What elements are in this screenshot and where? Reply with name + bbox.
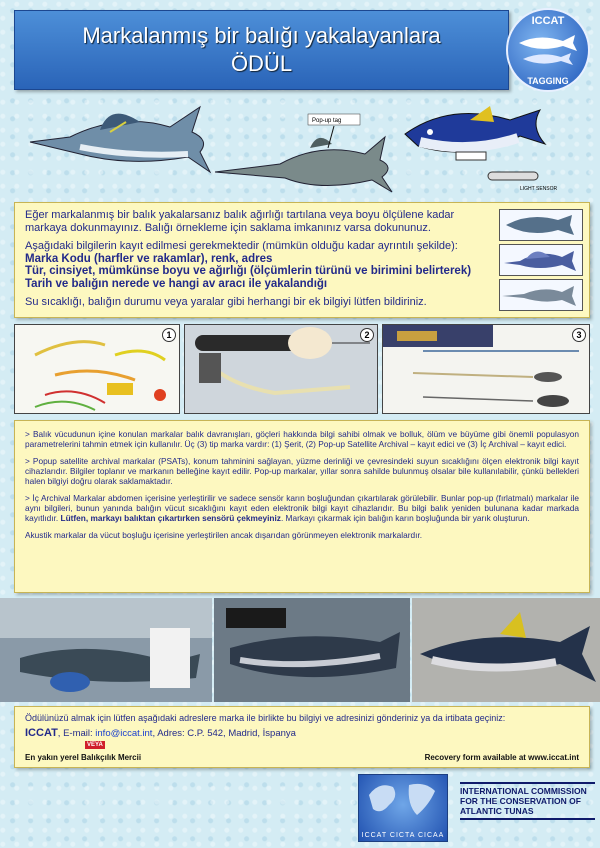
sensor-warning: Lütfen, markayı balıktan çıkartırken sensörü çekmeyiniz: [60, 513, 281, 523]
required-item-3: Tarih ve balığın nerede ve hangi av aracı ile yakalandığı: [25, 277, 328, 290]
light-sensor-label: LIGHT SENSOR: [520, 186, 558, 192]
logo-top-text: ICCAT: [531, 15, 565, 27]
photo-number-2: 2: [360, 328, 374, 342]
iccat-name: ICCAT: [25, 727, 58, 739]
page-subtitle: ÖDÜL: [230, 51, 293, 76]
alternate-contacts: [25, 753, 579, 762]
commission-line-3: ATLANTIC TUNAS: [460, 806, 534, 816]
popup-tag-label: Pop-up tag: [312, 118, 342, 124]
address: , Adres: C.P. 542, Madrid, İspanya: [152, 728, 296, 739]
tuna-logo-icon: [513, 29, 583, 69]
streamer-tags-photo: [14, 324, 180, 414]
tuna-illustration: [405, 106, 558, 192]
photo-number-3: 3: [572, 328, 586, 342]
fish-illustrations: [0, 92, 600, 200]
description-paragraph-3: > İç Archival Markalar abdomen içerisine yerleştirilir ve sadece sensör karın boşluğundan çıkartılarak görülebilir. Bunlar pop-up (fırlatmalı) markalar ile aynı bilgileri, bunun yanında balığın vücut sıcaklığını kayıt eden elektronik bilgi kayıt cihazlarıdır. Bu bilgi balık yeniden bulunana kadar markada kayıtlıdır. Lütfen, markayı balıktan çıkartırken sensörü çekmeyiniz. Markayı çıkarmak için balığın karın boşluğunda bir yarık oluşturun.: [25, 493, 579, 523]
description-paragraph-1: > Balık vücudunun içine konulan markalar balık davranışları, göçleri hakkında bilgi sahibi olmak ve bolluk, ölüm ve büyüme gibi önemli populasyon parametrelerini tahmin etmek için kullanılır. Üç (3) tip marka vardır: (1) Şerit, (2) Pop-up Satellite Archival – kayıt edici ve (3) İç Archival – kayıt edici.: [25, 429, 579, 449]
intro-box: [14, 202, 590, 318]
intro-paragraph-2: Aşağıdaki bilgilerin kayıt edilmesi gerekmektedir (mümkün olduğu kadar ayrıntılı şekilde):: [25, 240, 458, 252]
logo-caption: ICCAT CICTA CICAA: [361, 832, 445, 839]
commission-line-2: FOR THE CONSERVATION OF: [460, 796, 581, 806]
swordfish-illustration: [215, 114, 392, 192]
marlin-illustration: [30, 107, 210, 172]
iccat-tagging-logo: [506, 8, 590, 92]
popup-tag-photo: [184, 324, 378, 414]
species-thumbnails: [499, 209, 583, 314]
sailfish-thumbnail: [499, 244, 583, 276]
or-badge: VEYA: [87, 742, 103, 748]
contact-instructions: Ödülünüzü almak için lütfen aşağıdaki adreslere marka ile birlikte bu bilgiyi ve adresinizi gönderiniz ya da irtibata geçiniz:: [25, 713, 506, 723]
intro-paragraph-3: Su sıcaklığı, balığın durumu veya yaralar gibi herhangi bir ek bilgiyi lütfen bildiriniz.: [25, 296, 427, 308]
tag-photos: [14, 324, 590, 414]
description-box: [14, 420, 590, 593]
photo-number-1: 1: [162, 328, 176, 342]
description-paragraph-4: Akustik markalar da vücut boşluğu içerisine yerleştirilen ancak dışarıdan görünmeyen elektronik markalardır.: [25, 530, 423, 540]
swordfish-thumbnail: [499, 279, 583, 311]
local-authority: En yakın yerel Balıkçılık Mercii: [25, 753, 142, 762]
tagging-photo-2: [214, 598, 410, 702]
contact-box: [14, 706, 590, 768]
intro-paragraph-1: Eğer markalanmış bir balık yakalarsanız balık ağırlığı tartılana veya boyu ölçülene kadar markaya dokunmayınız. Balığı örnekleme için saklama imkanınız varsa dokununuz.: [25, 209, 455, 234]
email-link[interactable]: info@iccat.int: [95, 728, 153, 739]
archival-tag-photo: [382, 324, 590, 414]
description-paragraph-2: > Popup satellite archival markalar (PSATs), konum tahminini sağlayan, yüzme derinliği ve çevresindeki suyun sıcaklığını ölçen elektronik bilgi kayıt cihazlarıdır. Bilgiler toplanır ve markanın belleğine kayıt edilir. Pop-up markalar, yıllar sonra sahilde bulunmuş olsalar bile kullanılabilir, çünkü bellekleri halen bilgiyi doğru olarak saklamaktadır.: [25, 456, 579, 486]
tagging-photo-1: [0, 598, 212, 702]
required-item-1: Marka Kodu (harfler ve rakamlar), renk, adres: [25, 252, 273, 265]
tagging-photos: [0, 598, 600, 702]
logo-bottom-text: TAGGING: [527, 76, 569, 86]
required-item-2: Tür, cinsiyet, mümkünse boyu ve ağırlığı (ölçümlerin türünü ve birimini belirterek): [25, 265, 472, 277]
page-title: Markalanmış bir balığı yakalayanlara: [82, 23, 441, 48]
tagging-photo-3: [412, 598, 600, 702]
commission-line-1: INTERNATIONAL COMMISSION: [460, 786, 587, 796]
recovery-form-link[interactable]: Recovery form available at www.iccat.int: [424, 753, 579, 762]
iccat-map-logo: [358, 774, 448, 842]
title-banner: [14, 10, 509, 90]
commission-name: [460, 780, 595, 822]
contact-details: ICCAT, E-mail: info@iccat.int, Adres: C.P. 542, Madrid, İspanya: [25, 727, 296, 739]
world-map-icon: [359, 775, 447, 827]
tuna-thumbnail: [499, 209, 583, 241]
